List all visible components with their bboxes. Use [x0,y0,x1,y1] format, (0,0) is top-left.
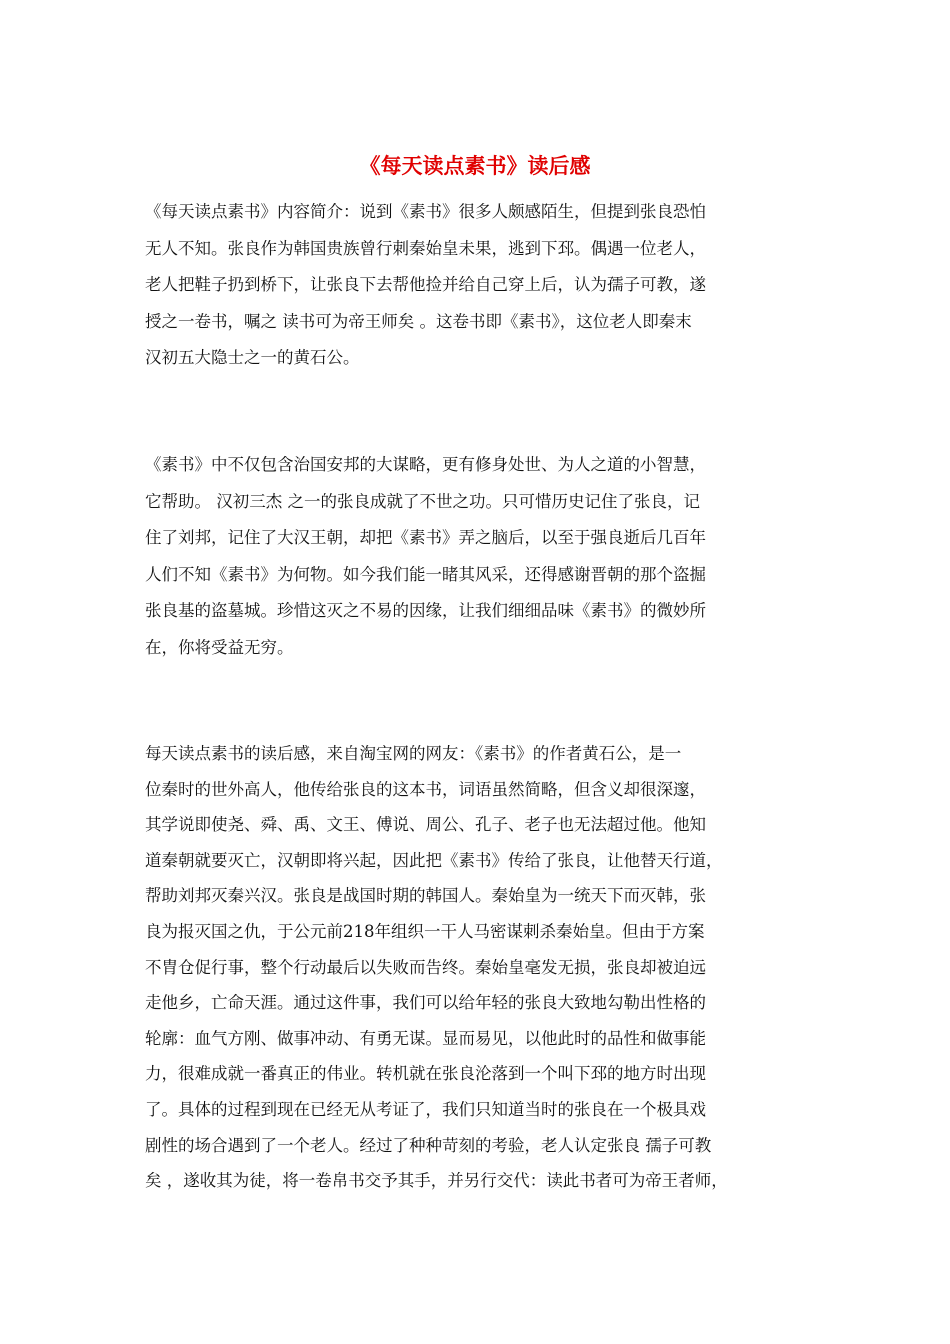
text-line: 每天读点素书的读后感，来自淘宝网的网友：《素书》的作者黄石公，是一 [145,744,682,763]
text-line: 力，很难成就一番真正的伟业。转机就在张良沦落到一个叫下邳的地方时出现 [145,1064,706,1084]
text-line: 矣 ，遂收其为徒，将一卷帛书交予其手，并另行交代：读此书者可为帝王者师， [145,1171,728,1191]
text-line: 人们不知《素书》为何物。如今我们能一睹其风采，还得感谢晋朝的那个盗掘 [145,564,706,584]
text-line: 授之一卷书，嘱之 读书可为帝王师矣 。这卷书即《素书》，这位老人即秦末 [145,311,692,331]
text-line: 不胄仓促行事，整个行动最后以失败而告终。秦始皇毫发无损，张良却被迫远 [145,957,706,977]
text-line: 汉初五大隐士之一的黄石公。 [145,348,360,367]
document-title: 《每天读点素书》读后感 [359,153,591,178]
text-line: 轮廓：血气方刚、做事冲动、有勇无谋。显而易见，以他此时的品性和做事能 [145,1028,706,1048]
text-line: 《素书》中不仅包含治国安邦的大谋略，更有修身处世、为人之道的小智慧， [145,455,706,474]
text-line: 位秦时的世外高人，他传给张良的这本书，词语虽然简略，但含义却很深邃， [145,779,706,799]
text-line: 了。具体的过程到现在已经无从考证了，我们只知道当时的张良在一个极具戏 [145,1099,706,1119]
paragraph-wisdom [145,447,825,666]
text-line: 它帮助。 汉初三杰 之一的张良成就了不世之功。只可惜历史记住了张良，记 [145,491,700,511]
text-line: 在，你将受益无穷。 [145,637,294,657]
text-line: 无人不知。张良作为韩国贵族曾行刺秦始皇未果，逃到下邳。偶遇一位老人， [145,238,706,258]
text-line: 张良基的盗墓城。珍惜这灭之不易的因缘，让我们细细品味《素书》的微妙所 [145,601,706,620]
text-line: 老人把鞋子扔到桥下，让张良下去帮他捡并给自己穿上后，认为孺子可教，遂 [145,275,706,294]
text-line: 走他乡，亡命天涯。通过这件事，我们可以给年轻的张良大致地勾勒出性格的 [145,993,706,1013]
text-line: 道秦朝就要灭亡，汉朝即将兴起，因此把《素书》传给了张良，让他替天行道， [145,850,723,870]
paragraph-review [145,736,825,1199]
text-line: 《每天读点素书》内容简介：说到《素书》很多人颇感陌生，但提到张良恐怕 [145,202,706,221]
text-line: 剧性的场合遇到了一个老人。经过了种种苛刻的考验，老人认定张良 孺子可教 [145,1135,712,1155]
text-line: 其学说即使尧、舜、禹、文王、傅说、周公、孔子、老子也无法超过他。他知 [145,815,706,835]
paragraph-introduction [145,194,825,377]
text-line: 良为报灭国之仇，于公元前218年组织一干人马密谋刺杀秦始皇。但由于方案 [145,921,705,941]
text-line: 帮助刘邦灭秦兴汉。张良是战国时期的韩国人。秦始皇为一统天下而灭韩，张 [145,886,706,906]
text-line: 住了刘邦，记住了大汉王朝，却把《素书》弄之脑后，以至于强良逝后几百年 [145,528,706,547]
